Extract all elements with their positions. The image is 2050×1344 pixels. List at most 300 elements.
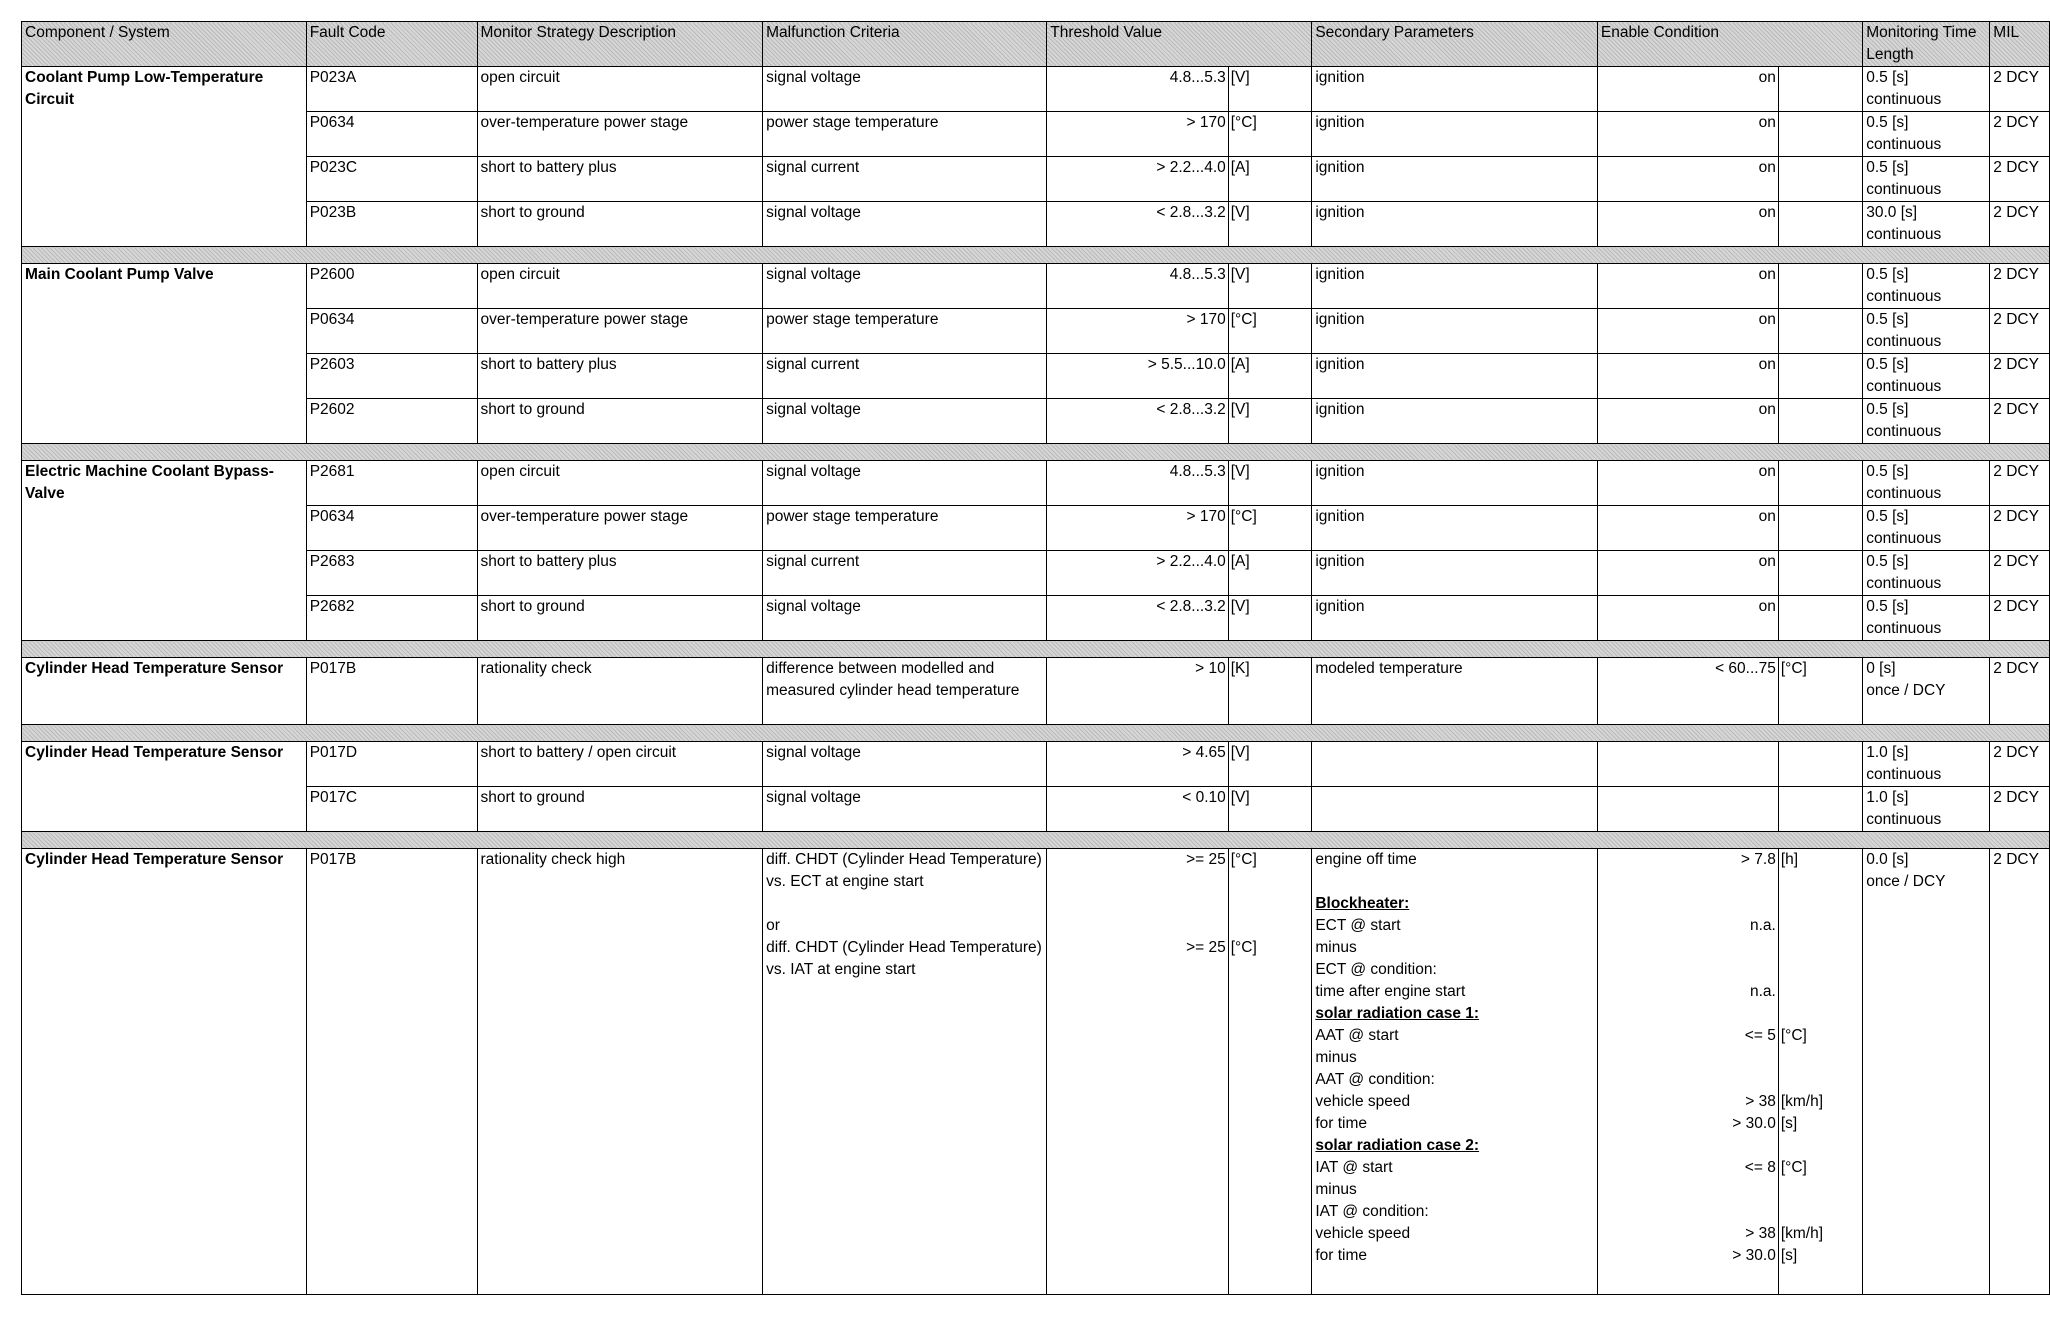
enable-unit-value <box>1781 1047 1859 1069</box>
fault-code: P023B <box>306 202 477 247</box>
secondary-line: for time <box>1315 1247 1368 1264</box>
fault-code: P0634 <box>306 506 477 551</box>
mil-illumination: 2 DCY <box>1990 849 2050 1295</box>
criteria-iat: diff. CHDT (Cylinder Head Temperature) vs. IAT at engine start <box>766 939 1042 978</box>
threshold-value: > 170 <box>1047 112 1228 157</box>
secondary-line: ECT @ condition: <box>1315 961 1437 978</box>
separator-cell <box>22 725 2050 742</box>
threshold-unit: [V] <box>1228 461 1312 506</box>
fault-code: P2683 <box>306 551 477 596</box>
mil-illumination: 2 DCY <box>1990 309 2050 354</box>
time-frequency: continuous <box>1866 181 1942 198</box>
monitor-strategy: over-temperature power stage <box>477 506 763 551</box>
fault-code: P017D <box>306 742 477 787</box>
monitoring-time <box>1863 787 1990 832</box>
threshold-value: < 0.10 <box>1047 787 1228 832</box>
threshold-value: > 5.5...10.0 <box>1047 354 1228 399</box>
mil-illumination: 2 DCY <box>1990 264 2050 309</box>
malfunction-criteria: signal voltage <box>763 742 1047 787</box>
enable-unit-value: [km/h] <box>1780 1093 1824 1110</box>
secondary-parameters <box>1312 849 1598 1295</box>
mil-illumination: 2 DCY <box>1990 461 2050 506</box>
monitoring-time <box>1863 399 1990 444</box>
enable-unit-value <box>1781 981 1859 1003</box>
monitoring-time <box>1863 264 1990 309</box>
secondary-line <box>1315 871 1594 893</box>
enable-unit-value <box>1781 937 1859 959</box>
threshold-unit: [°C] <box>1228 506 1312 551</box>
enable-unit: [°C] <box>1778 658 1862 725</box>
enable-condition: on <box>1597 309 1778 354</box>
malfunction-criteria: power stage temperature <box>763 112 1047 157</box>
secondary-line: engine off time <box>1315 851 1417 868</box>
threshold-unit: [V] <box>1228 399 1312 444</box>
table-row <box>22 742 2050 787</box>
enable-unit <box>1778 742 1862 787</box>
enable-unit <box>1778 202 1862 247</box>
monitor-strategy: short to ground <box>477 399 763 444</box>
fault-code: P2602 <box>306 399 477 444</box>
fault-code: P017B <box>306 849 477 1295</box>
monitor-strategy: rationality check high <box>477 849 763 1295</box>
time-frequency: once / DCY <box>1866 873 1946 890</box>
secondary-line: AAT @ condition: <box>1315 1071 1435 1088</box>
monitor-strategy: over-temperature power stage <box>477 309 763 354</box>
enable-unit <box>1778 506 1862 551</box>
malfunction-criteria <box>763 849 1047 1295</box>
table-row <box>22 506 2050 551</box>
spacer <box>1050 915 1225 937</box>
threshold-value: > 10 <box>1047 658 1228 725</box>
ob-monitor-sheet <box>21 21 2050 1295</box>
malfunction-criteria: power stage temperature <box>763 506 1047 551</box>
secondary-parameter: ignition <box>1312 506 1598 551</box>
table-row <box>22 354 2050 399</box>
mil-illumination: 2 DCY <box>1990 596 2050 641</box>
monitoring-time <box>1863 354 1990 399</box>
mil-illumination: 2 DCY <box>1990 67 2050 112</box>
secondary-parameter: modeled temperature <box>1312 658 1598 725</box>
table-row <box>22 202 2050 247</box>
secondary-parameter: ignition <box>1312 264 1598 309</box>
enable-value: > 38 <box>1745 1093 1776 1110</box>
malfunction-criteria: signal current <box>763 157 1047 202</box>
threshold-value: > 2.2...4.0 <box>1047 157 1228 202</box>
threshold-unit: [V] <box>1228 787 1312 832</box>
threshold-value: 4.8...5.3 <box>1047 461 1228 506</box>
secondary-line: vehicle speed <box>1315 1225 1411 1242</box>
secondary-line: for time <box>1315 1115 1368 1132</box>
threshold-unit: [°C] <box>1228 112 1312 157</box>
criteria-or: or <box>766 917 780 934</box>
threshold-unit: [V] <box>1228 202 1312 247</box>
secondary-line: minus <box>1315 1181 1357 1198</box>
malfunction-criteria: signal voltage <box>763 264 1047 309</box>
enable-unit <box>1778 787 1862 832</box>
spacer <box>1050 893 1225 915</box>
secondary-parameter: ignition <box>1312 157 1598 202</box>
enable-condition: on <box>1597 399 1778 444</box>
enable-unit-value <box>1781 1201 1859 1223</box>
mil-illumination: 2 DCY <box>1990 506 2050 551</box>
spacer <box>1231 871 1309 893</box>
header-threshold-value: Threshold Value <box>1047 22 1312 67</box>
time-length: 0.5 [s] <box>1866 598 1909 615</box>
monitoring-time <box>1863 551 1990 596</box>
time-length: 0.5 [s] <box>1866 159 1909 176</box>
enable-value <box>1601 1201 1776 1223</box>
monitor-strategy: short to ground <box>477 787 763 832</box>
fault-code: P023C <box>306 157 477 202</box>
secondary-line: solar radiation case 2: <box>1315 1137 1480 1154</box>
time-frequency: continuous <box>1866 91 1942 108</box>
table-row <box>22 849 2050 1295</box>
time-length: 0.5 [s] <box>1866 69 1909 86</box>
mil-illumination: 2 DCY <box>1990 399 2050 444</box>
enable-unit <box>1778 112 1862 157</box>
threshold-value: > 170 <box>1047 506 1228 551</box>
header-malfunction-criteria: Malfunction Criteria <box>763 22 1047 67</box>
malfunction-criteria: signal voltage <box>763 202 1047 247</box>
time-length: 0.5 [s] <box>1866 401 1909 418</box>
table-row <box>22 461 2050 506</box>
monitoring-time <box>1863 849 1990 1295</box>
time-frequency: continuous <box>1866 766 1942 783</box>
time-frequency: continuous <box>1866 530 1942 547</box>
malfunction-criteria: difference between modelled and measured cylinder head temperature <box>763 658 1047 725</box>
enable-condition: on <box>1597 264 1778 309</box>
enable-unit <box>1778 354 1862 399</box>
threshold-value: < 2.8...3.2 <box>1047 596 1228 641</box>
separator-cell <box>22 832 2050 849</box>
fault-code: P0634 <box>306 112 477 157</box>
header-secondary-parameters: Secondary Parameters <box>1312 22 1598 67</box>
threshold-iat: >= 25 <box>1186 939 1226 956</box>
separator-cell <box>22 444 2050 461</box>
enable-unit-value <box>1781 1179 1859 1201</box>
secondary-parameter: ignition <box>1312 202 1598 247</box>
enable-unit-value: [km/h] <box>1780 1225 1824 1242</box>
enable-value <box>1601 959 1776 981</box>
time-frequency: continuous <box>1866 288 1942 305</box>
time-length: 0.5 [s] <box>1866 311 1909 328</box>
enable-unit-value: [h] <box>1780 851 1799 868</box>
malfunction-criteria: signal current <box>763 354 1047 399</box>
enable-unit <box>1778 461 1862 506</box>
header-enable-condition: Enable Condition <box>1597 22 1862 67</box>
table-row <box>22 551 2050 596</box>
threshold-value <box>1047 849 1228 1295</box>
secondary-line: ECT @ start <box>1315 917 1401 934</box>
secondary-line: time after engine start <box>1315 983 1466 1000</box>
enable-unit-value <box>1781 1069 1859 1091</box>
secondary-parameter: ignition <box>1312 399 1598 444</box>
time-length: 30.0 [s] <box>1866 204 1918 221</box>
enable-value <box>1601 937 1776 959</box>
enable-unit-value <box>1781 1135 1859 1157</box>
group-separator <box>22 247 2050 264</box>
enable-unit <box>1778 264 1862 309</box>
time-length: 0.5 [s] <box>1866 508 1909 525</box>
enable-condition: on <box>1597 202 1778 247</box>
fault-code: P2600 <box>306 264 477 309</box>
enable-value: n.a. <box>1749 917 1776 934</box>
fault-code: P0634 <box>306 309 477 354</box>
malfunction-criteria: signal voltage <box>763 67 1047 112</box>
enable-unit <box>1778 596 1862 641</box>
time-length: 0.5 [s] <box>1866 266 1909 283</box>
mil-illumination: 2 DCY <box>1990 157 2050 202</box>
mil-illumination: 2 DCY <box>1990 787 2050 832</box>
monitoring-time <box>1863 596 1990 641</box>
time-frequency: once / DCY <box>1866 682 1946 699</box>
enable-value: <= 5 <box>1744 1027 1776 1044</box>
malfunction-criteria: power stage temperature <box>763 309 1047 354</box>
enable-unit <box>1778 67 1862 112</box>
component-name: Cylinder Head Temperature Sensor <box>22 849 307 1295</box>
group-separator <box>22 444 2050 461</box>
time-length: 0 [s] <box>1866 660 1896 677</box>
threshold-unit: [A] <box>1228 157 1312 202</box>
component-name: Electric Machine Coolant Bypass-Valve <box>22 461 307 641</box>
fault-code: P2682 <box>306 596 477 641</box>
secondary-parameter: ignition <box>1312 309 1598 354</box>
table-row <box>22 157 2050 202</box>
separator-cell <box>22 247 2050 264</box>
secondary-line: solar radiation case 1: <box>1315 1005 1480 1022</box>
table-row <box>22 264 2050 309</box>
enable-value <box>1601 1135 1776 1157</box>
enable-value: > 30.0 <box>1732 1115 1776 1132</box>
monitor-strategy: over-temperature power stage <box>477 112 763 157</box>
component-name: Main Coolant Pump Valve <box>22 264 307 444</box>
monitor-strategy: short to battery plus <box>477 354 763 399</box>
enable-unit <box>1778 551 1862 596</box>
monitor-strategy: open circuit <box>477 264 763 309</box>
enable-condition: on <box>1597 596 1778 641</box>
threshold-unit: [K] <box>1228 658 1312 725</box>
enable-condition <box>1597 849 1778 1295</box>
monitor-table-body <box>22 22 2050 1295</box>
mil-illumination: 2 DCY <box>1990 551 2050 596</box>
table-row <box>22 399 2050 444</box>
table-row <box>22 658 2050 725</box>
monitoring-time <box>1863 157 1990 202</box>
time-frequency: continuous <box>1866 378 1942 395</box>
header-monitoring-time: Monitoring Time Length <box>1863 22 1990 67</box>
header-monitor-strategy: Monitor Strategy Description <box>477 22 763 67</box>
table-row <box>22 112 2050 157</box>
enable-unit-value: [s] <box>1780 1115 1798 1132</box>
monitoring-time <box>1863 461 1990 506</box>
time-frequency: continuous <box>1866 423 1942 440</box>
threshold-value: < 2.8...3.2 <box>1047 399 1228 444</box>
group-separator <box>22 832 2050 849</box>
component-name: Cylinder Head Temperature Sensor <box>22 658 307 725</box>
enable-unit-value: [s] <box>1780 1247 1798 1264</box>
malfunction-criteria: signal voltage <box>763 596 1047 641</box>
mil-illumination: 2 DCY <box>1990 202 2050 247</box>
threshold-unit: [V] <box>1228 264 1312 309</box>
mil-illumination: 2 DCY <box>1990 112 2050 157</box>
enable-value <box>1601 1179 1776 1201</box>
secondary-parameter: ignition <box>1312 596 1598 641</box>
threshold-iat-unit: [°C] <box>1230 939 1257 956</box>
monitor-strategy: short to battery plus <box>477 157 763 202</box>
threshold-unit: [A] <box>1228 354 1312 399</box>
enable-condition: on <box>1597 112 1778 157</box>
monitor-strategy: open circuit <box>477 67 763 112</box>
table-row <box>22 309 2050 354</box>
secondary-parameter: ignition <box>1312 551 1598 596</box>
enable-unit-value <box>1781 959 1859 981</box>
monitoring-time <box>1863 742 1990 787</box>
secondary-line: Blockheater: <box>1315 895 1410 912</box>
threshold-value: > 2.2...4.0 <box>1047 551 1228 596</box>
secondary-parameter: ignition <box>1312 354 1598 399</box>
spacer <box>1231 893 1309 915</box>
malfunction-criteria: signal voltage <box>763 461 1047 506</box>
enable-value <box>1601 893 1776 915</box>
header-component: Component / System <box>22 22 307 67</box>
enable-unit-value: [°C] <box>1780 1159 1807 1176</box>
enable-unit-value: [°C] <box>1780 1027 1807 1044</box>
time-length: 0.5 [s] <box>1866 553 1909 570</box>
enable-condition: on <box>1597 506 1778 551</box>
time-length: 1.0 [s] <box>1866 744 1909 761</box>
monitoring-time <box>1863 202 1990 247</box>
secondary-parameter: ignition <box>1312 112 1598 157</box>
monitor-strategy: short to ground <box>477 202 763 247</box>
monitor-table <box>21 21 2050 1295</box>
malfunction-criteria: signal voltage <box>763 787 1047 832</box>
enable-value <box>1601 1069 1776 1091</box>
threshold-value: < 2.8...3.2 <box>1047 202 1228 247</box>
threshold-unit: [°C] <box>1228 309 1312 354</box>
monitor-strategy: short to ground <box>477 596 763 641</box>
monitor-strategy: open circuit <box>477 461 763 506</box>
monitoring-time <box>1863 112 1990 157</box>
threshold-value: 4.8...5.3 <box>1047 264 1228 309</box>
group-separator <box>22 725 2050 742</box>
fault-code: P023A <box>306 67 477 112</box>
enable-unit <box>1778 309 1862 354</box>
time-frequency: continuous <box>1866 575 1942 592</box>
secondary-line: vehicle speed <box>1315 1093 1411 1110</box>
threshold-value: 4.8...5.3 <box>1047 67 1228 112</box>
threshold-value: > 170 <box>1047 309 1228 354</box>
enable-unit <box>1778 849 1862 1295</box>
monitoring-time <box>1863 658 1990 725</box>
secondary-line: IAT @ condition: <box>1315 1203 1429 1220</box>
secondary-line: minus <box>1315 939 1357 956</box>
enable-value <box>1601 1047 1776 1069</box>
enable-condition: on <box>1597 157 1778 202</box>
mil-illumination: 2 DCY <box>1990 658 2050 725</box>
component-name: Cylinder Head Temperature Sensor <box>22 742 307 832</box>
enable-value: n.a. <box>1749 983 1776 1000</box>
threshold-unit: [V] <box>1228 596 1312 641</box>
monitor-strategy: short to battery plus <box>477 551 763 596</box>
malfunction-criteria: signal voltage <box>763 399 1047 444</box>
time-frequency: continuous <box>1866 226 1942 243</box>
component-name: Coolant Pump Low-Temperature Circuit <box>22 67 307 247</box>
monitor-strategy: short to battery / open circuit <box>477 742 763 787</box>
header-fault-code: Fault Code <box>306 22 477 67</box>
threshold-unit: [V] <box>1228 742 1312 787</box>
header-mil: MIL <box>1990 22 2050 67</box>
time-frequency: continuous <box>1866 333 1942 350</box>
malfunction-criteria: signal current <box>763 551 1047 596</box>
time-length: 0.5 [s] <box>1866 356 1909 373</box>
spacer <box>1050 871 1225 893</box>
threshold-value: > 4.65 <box>1047 742 1228 787</box>
separator-cell <box>22 641 2050 658</box>
time-frequency: continuous <box>1866 136 1942 153</box>
enable-value: > 7.8 <box>1740 851 1776 868</box>
time-length: 0.0 [s] <box>1866 851 1909 868</box>
threshold-ect: >= 25 <box>1186 851 1226 868</box>
time-length: 0.5 [s] <box>1866 114 1909 131</box>
enable-condition <box>1597 787 1778 832</box>
fault-code: P2681 <box>306 461 477 506</box>
enable-condition: on <box>1597 67 1778 112</box>
criteria-ect: diff. CHDT (Cylinder Head Temperature) vs. ECT at engine start <box>766 851 1042 890</box>
enable-unit <box>1778 399 1862 444</box>
enable-value: <= 8 <box>1744 1159 1776 1176</box>
enable-condition: < 60...75 <box>1597 658 1778 725</box>
time-frequency: continuous <box>1866 811 1942 828</box>
secondary-parameter <box>1312 787 1598 832</box>
enable-value <box>1601 1003 1776 1025</box>
table-row <box>22 67 2050 112</box>
enable-unit-value <box>1781 1003 1859 1025</box>
group-separator <box>22 641 2050 658</box>
fault-code: P2603 <box>306 354 477 399</box>
enable-unit-value <box>1781 915 1859 937</box>
time-length: 1.0 [s] <box>1866 789 1909 806</box>
enable-value <box>1601 871 1776 893</box>
spacer <box>1231 915 1309 937</box>
monitoring-time <box>1863 506 1990 551</box>
fault-code: P017C <box>306 787 477 832</box>
mil-illumination: 2 DCY <box>1990 742 2050 787</box>
fault-code: P017B <box>306 658 477 725</box>
threshold-unit <box>1228 849 1312 1295</box>
secondary-line: IAT @ start <box>1315 1159 1393 1176</box>
monitor-strategy: rationality check <box>477 658 763 725</box>
enable-value: > 30.0 <box>1732 1247 1776 1264</box>
enable-unit-value <box>1781 871 1859 893</box>
enable-condition <box>1597 742 1778 787</box>
threshold-ect-unit: [°C] <box>1230 851 1257 868</box>
time-frequency: continuous <box>1866 485 1942 502</box>
monitoring-time <box>1863 67 1990 112</box>
enable-value: > 38 <box>1745 1225 1776 1242</box>
secondary-line: minus <box>1315 1049 1357 1066</box>
enable-condition: on <box>1597 551 1778 596</box>
header-row <box>22 22 2050 67</box>
enable-unit-value <box>1781 893 1859 915</box>
secondary-parameter <box>1312 742 1598 787</box>
secondary-parameter: ignition <box>1312 67 1598 112</box>
secondary-line: AAT @ start <box>1315 1027 1399 1044</box>
threshold-unit: [A] <box>1228 551 1312 596</box>
time-length: 0.5 [s] <box>1866 463 1909 480</box>
time-frequency: continuous <box>1866 620 1942 637</box>
threshold-unit: [V] <box>1228 67 1312 112</box>
enable-condition: on <box>1597 461 1778 506</box>
